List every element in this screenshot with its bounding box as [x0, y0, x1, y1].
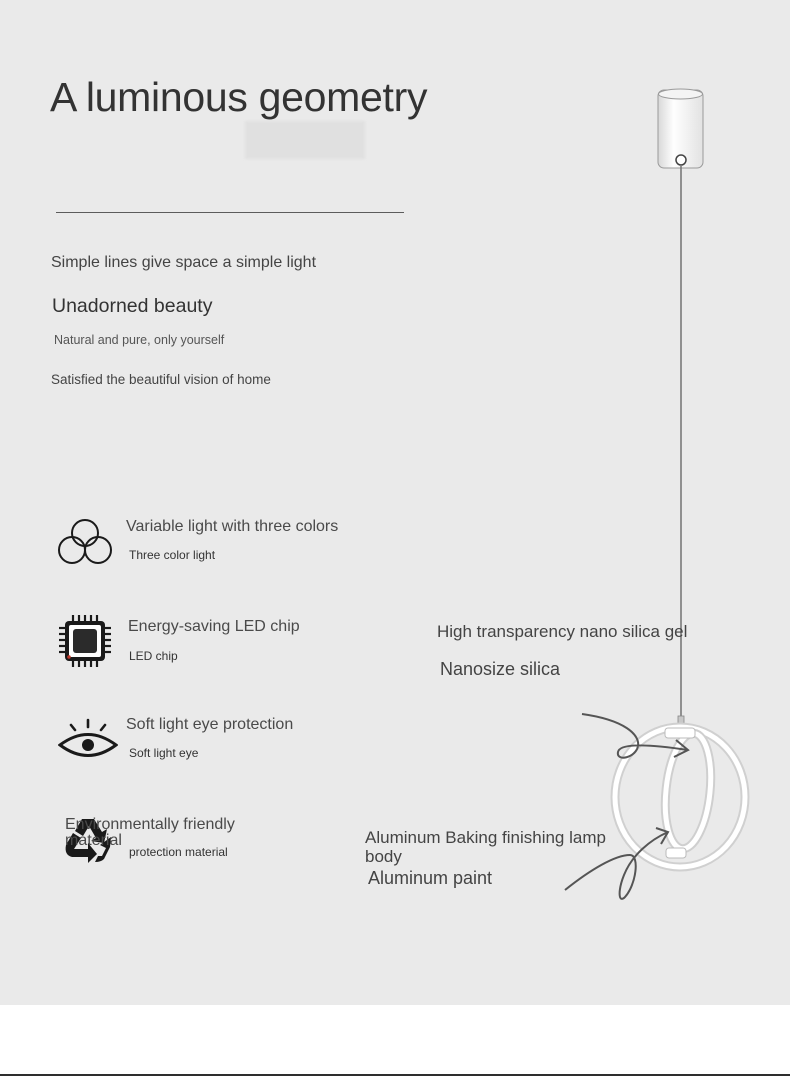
subheading: Unadorned beauty: [52, 295, 213, 317]
callout-gel-subtitle: Nanosize silica: [440, 659, 561, 679]
description: Satisfied the beautiful vision of home: [51, 372, 271, 387]
callout-gel-title: High transparency nano silica gel: [437, 622, 688, 641]
feature-title: Environmentally friendly material: [65, 816, 235, 849]
feature-title: Soft light eye protection: [126, 716, 294, 733]
title-divider: [56, 212, 404, 213]
feature-subtitle: protection material: [129, 845, 228, 859]
callout-body-title-cont: body: [365, 847, 402, 866]
feature-title: Variable light with three colors: [126, 518, 339, 535]
feature-subtitle: LED chip: [129, 649, 178, 663]
pendant-lamp-illustration: [540, 80, 780, 920]
feature-subtitle: Soft light eye: [129, 746, 199, 760]
three-circles-icon: [56, 519, 116, 565]
feature-title: Energy-saving LED chip: [128, 618, 300, 635]
led-chip-icon: [58, 613, 114, 669]
tagline: Simple lines give space a simple light: [51, 254, 317, 271]
faded-watermark: [245, 121, 365, 159]
eye-icon: [58, 718, 118, 762]
page-title: A luminous geometry: [50, 74, 428, 120]
feature-subtitle: Three color light: [129, 548, 216, 562]
description-small: Natural and pure, only yourself: [54, 333, 225, 347]
callout-body-subtitle: Aluminum paint: [368, 868, 493, 888]
callout-body-title: Aluminum Baking finishing lamp: [365, 828, 606, 847]
